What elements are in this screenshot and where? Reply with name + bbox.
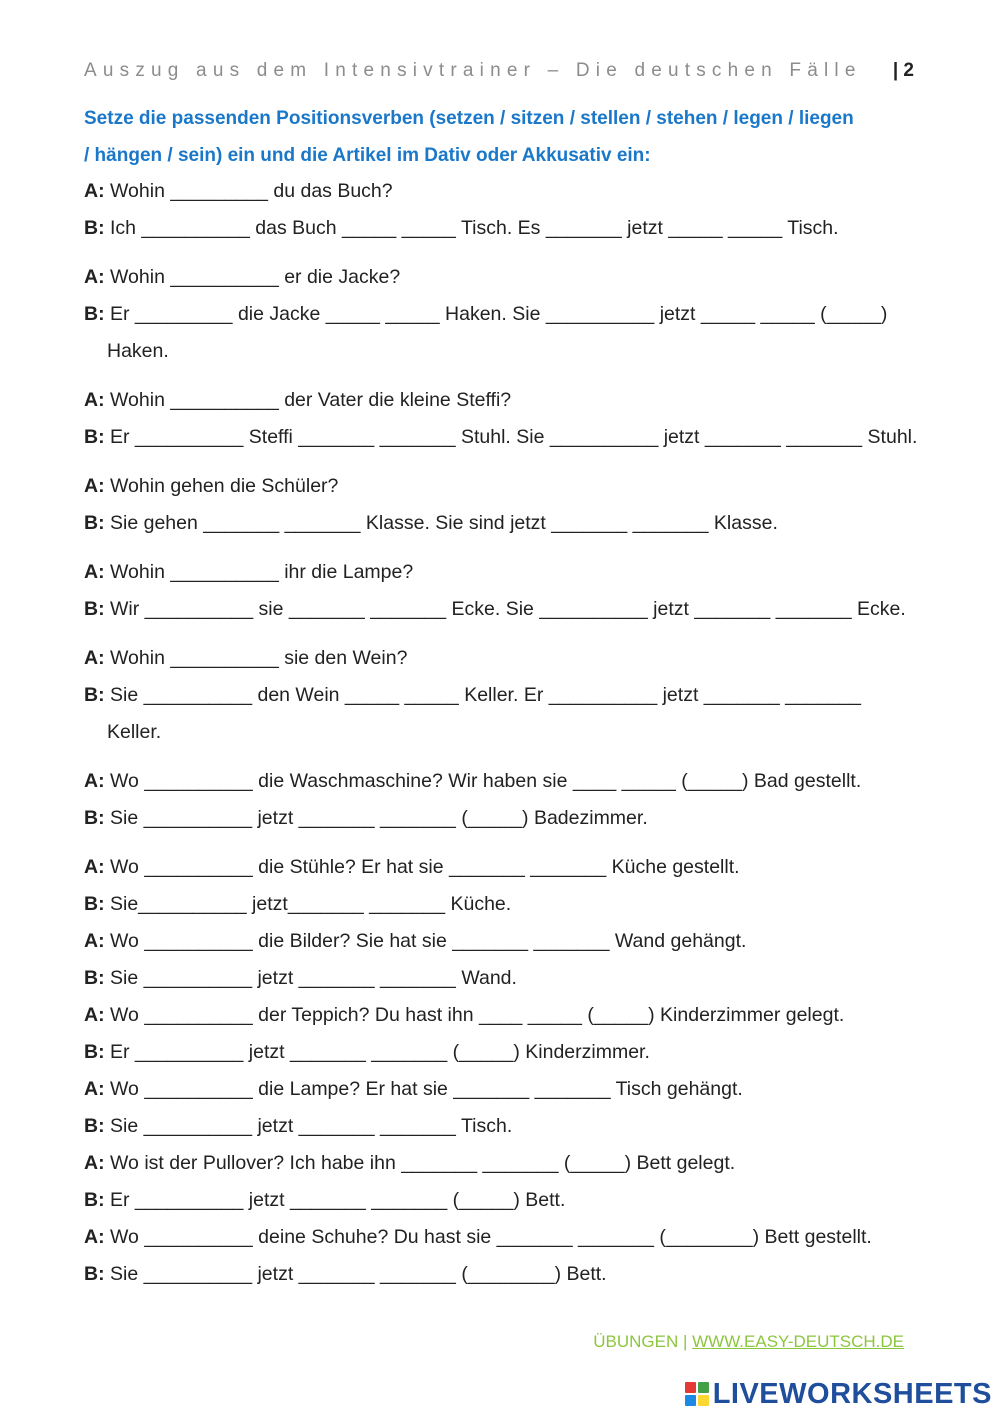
speaker-label: A: — [84, 1004, 105, 1026]
sentence-text: Sie __________ den Wein _____ _____ Keller. Er __________ jetzt _______ _______ — [110, 684, 862, 706]
sentence-text: Haken. — [107, 340, 169, 362]
speaker-label: B: — [84, 1041, 105, 1063]
speaker-label: B: — [84, 684, 105, 706]
speaker-label: A: — [84, 930, 105, 952]
speaker-label: A: — [84, 475, 105, 497]
speaker-label: B: — [84, 893, 105, 915]
exercise-dialogue — [84, 173, 924, 1293]
instruction-line-2: / hängen / sein) ein und die Artikel im Dativ oder Akkusativ ein: — [84, 145, 651, 166]
dialogue-line — [84, 382, 924, 419]
speaker-label: B: — [84, 217, 105, 239]
sentence-text: Wo __________ die Stühle? Er hat sie _______ _______ Küche gestellt. — [110, 856, 740, 878]
dialogue-line — [84, 296, 924, 333]
sentence-text: Er __________ jetzt _______ _______ (_____) Kinderzimmer. — [110, 1041, 650, 1063]
speaker-label: A: — [84, 180, 105, 202]
liveworksheets-logo-icon — [685, 1382, 709, 1406]
document-title: Auszug aus dem Intensivtrainer – Die deutschen Fälle — [84, 60, 862, 81]
speaker-label: B: — [84, 303, 105, 325]
sentence-text: Er __________ jetzt _______ _______ (_____) Bett. — [110, 1189, 566, 1211]
website-link[interactable]: WWW.EASY-DEUTSCH.DE — [692, 1332, 904, 1351]
logo-square — [698, 1382, 709, 1393]
sentence-text: Sie gehen _______ _______ Klasse. Sie sind jetzt _______ _______ Klasse. — [110, 512, 778, 534]
sentence-text: Wir __________ sie _______ _______ Ecke. Sie __________ jetzt _______ _______ Ecke. — [110, 598, 906, 620]
page-header — [84, 60, 914, 86]
sentence-text: Wo __________ deine Schuhe? Du hast sie _______ _______ (________) Bett gestellt. — [110, 1226, 872, 1248]
sentence-text: Sie __________ jetzt _______ _______ Tisch. — [110, 1115, 513, 1137]
dialogue-line — [84, 333, 924, 370]
page-footer — [593, 1332, 904, 1352]
speaker-label: B: — [84, 967, 105, 989]
sentence-text: Wo __________ die Bilder? Sie hat sie _______ _______ Wand gehängt. — [110, 930, 747, 952]
dialogue-line — [84, 468, 924, 505]
dialogue-line — [84, 259, 924, 296]
dialogue-line — [84, 886, 924, 923]
speaker-label: B: — [84, 1263, 105, 1285]
sentence-text: Wo ist der Pullover? Ich habe ihn _______ _______ (_____) Bett gelegt. — [110, 1152, 736, 1174]
sentence-text: Wohin __________ er die Jacke? — [110, 266, 401, 288]
dialogue-line — [84, 173, 924, 210]
dialogue-line — [84, 714, 924, 751]
dialogue-line — [84, 1145, 924, 1182]
sentence-text: Wohin _________ du das Buch? — [110, 180, 393, 202]
dialogue-line — [84, 1219, 924, 1256]
speaker-label: B: — [84, 598, 105, 620]
sentence-text: Sie __________ jetzt _______ _______ (_____) Badezimmer. — [110, 807, 648, 829]
sentence-text: Wohin __________ der Vater die kleine Steffi? — [110, 389, 512, 411]
footer-label: ÜBUNGEN — [593, 1332, 679, 1351]
sentence-text: Sie __________ jetzt _______ _______ (________) Bett. — [110, 1263, 607, 1285]
sentence-text: Er __________ Steffi _______ _______ Stuhl. Sie __________ jetzt _______ _______ Stuhl. — [110, 426, 918, 448]
speaker-label: B: — [84, 1189, 105, 1211]
dialogue-line — [84, 505, 924, 542]
dialogue-line — [84, 210, 924, 247]
dialogue-line — [84, 800, 924, 837]
dialogue-line — [84, 554, 924, 591]
sentence-text: Wohin gehen die Schüler? — [110, 475, 339, 497]
speaker-label: B: — [84, 426, 105, 448]
speaker-label: A: — [84, 1226, 105, 1248]
speaker-label: B: — [84, 807, 105, 829]
dialogue-line — [84, 1256, 924, 1293]
page-number: | 2 — [892, 60, 914, 81]
dialogue-line — [84, 419, 924, 456]
dialogue-line — [84, 763, 924, 800]
sentence-text: Er _________ die Jacke _____ _____ Haken. Sie __________ jetzt _____ _____ (_____) — [110, 303, 888, 325]
sentence-text: Wo __________ die Lampe? Er hat sie _______ _______ Tisch gehängt. — [110, 1078, 743, 1100]
dialogue-line — [84, 923, 924, 960]
sentence-text: Wo __________ der Teppich? Du hast ihn ____ _____ (_____) Kinderzimmer gelegt. — [110, 1004, 845, 1026]
sentence-text: Keller. — [107, 721, 162, 743]
dialogue-line — [84, 997, 924, 1034]
sentence-text: Sie __________ jetzt _______ _______ Wand. — [110, 967, 517, 989]
dialogue-line — [84, 1034, 924, 1071]
exercise-instruction — [84, 100, 914, 174]
speaker-label: A: — [84, 266, 105, 288]
sentence-text: Wohin __________ sie den Wein? — [110, 647, 408, 669]
sentence-text: Ich __________ das Buch _____ _____ Tisch. Es _______ jetzt _____ _____ Tisch. — [110, 217, 839, 239]
speaker-label: A: — [84, 1078, 105, 1100]
dialogue-line — [84, 1071, 924, 1108]
dialogue-line — [84, 640, 924, 677]
footer-separator: | — [678, 1332, 693, 1351]
speaker-label: A: — [84, 770, 105, 792]
liveworksheets-logo[interactable] — [685, 1377, 992, 1411]
dialogue-line — [84, 677, 924, 714]
dialogue-line — [84, 960, 924, 997]
dialogue-line — [84, 591, 924, 628]
liveworksheets-wordmark: LIVEWORKSHEETS — [712, 1377, 992, 1410]
speaker-label: B: — [84, 1115, 105, 1137]
sentence-text: Wo __________ die Waschmaschine? Wir haben sie ____ _____ (_____) Bad gestellt. — [110, 770, 862, 792]
logo-square — [685, 1395, 696, 1406]
sentence-text: Sie__________ jetzt_______ _______ Küche. — [110, 893, 512, 915]
instruction-line-1: Setze die passenden Positionsverben (setzen / sitzen / stellen / stehen / legen / liegen — [84, 108, 854, 129]
sentence-text: Wohin __________ ihr die Lampe? — [110, 561, 414, 583]
speaker-label: B: — [84, 512, 105, 534]
speaker-label: A: — [84, 856, 105, 878]
speaker-label: A: — [84, 1152, 105, 1174]
dialogue-line — [84, 849, 924, 886]
speaker-label: A: — [84, 561, 105, 583]
speaker-label: A: — [84, 389, 105, 411]
dialogue-line — [84, 1108, 924, 1145]
dialogue-line — [84, 1182, 924, 1219]
logo-square — [685, 1382, 696, 1393]
speaker-label: A: — [84, 647, 105, 669]
logo-square — [698, 1395, 709, 1406]
